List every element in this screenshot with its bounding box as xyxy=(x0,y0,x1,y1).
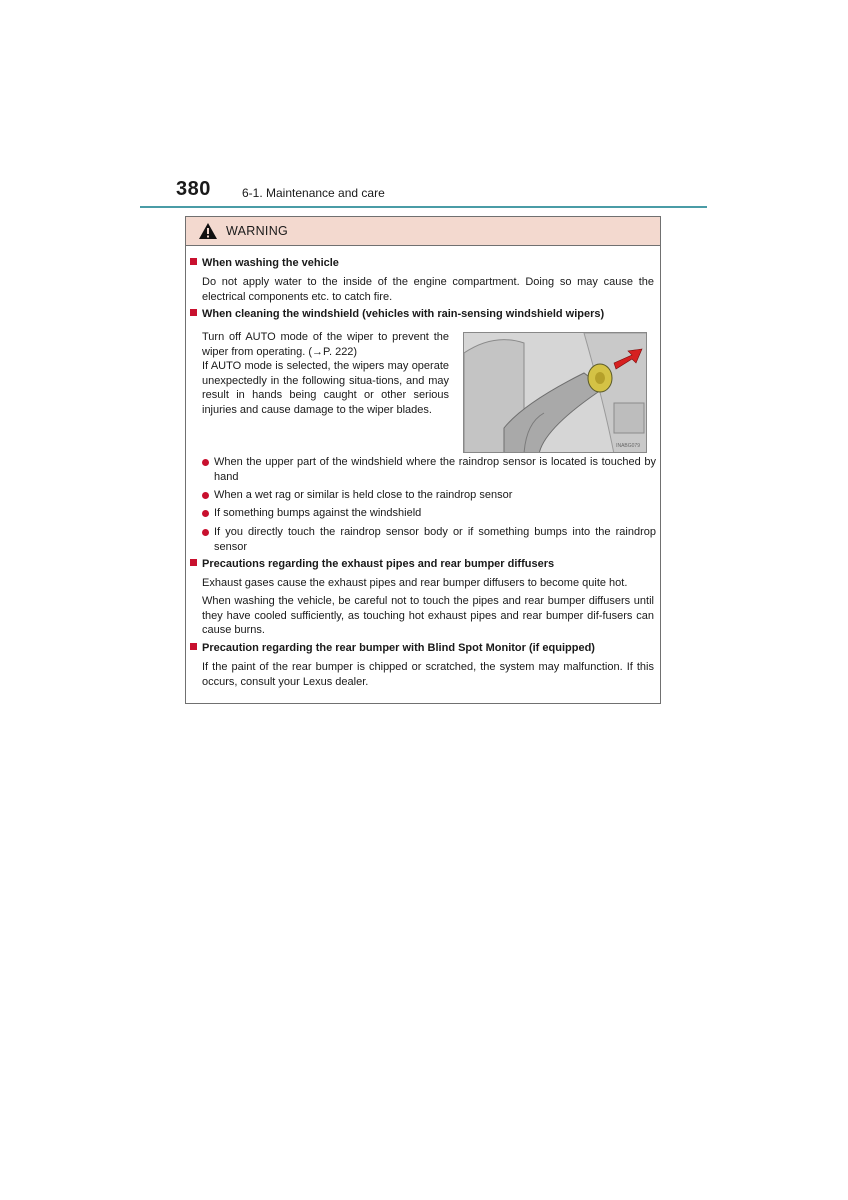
paragraph: Exhaust gases cause the exhaust pipes and rear bumper diffusers to become quite hot. xyxy=(202,577,628,589)
list-item: If you directly touch the raindrop sensor body or if something bumps into the raindrop sensor xyxy=(202,525,656,554)
paragraph: When washing the vehicle, be careful not to touch the pipes and rear bumper diffusers until they have cooled sufficiently, as touching hot exhaust pipes and rear bumper dif-fusers can cause burns. xyxy=(202,595,654,636)
paragraph: Do not apply water to the inside of the engine compartment. Doing so may cause the electrical components etc. to catch fire. xyxy=(202,276,654,303)
section-heading: When cleaning the windshield (vehicles with rain-sensing windshield wipers) xyxy=(190,308,604,320)
paragraph: If the paint of the rear bumper is chipped or scratched, the system may malfunction. If this occurs, consult your Lexus dealer. xyxy=(202,661,654,688)
square-bullet-icon xyxy=(190,559,197,566)
square-bullet-icon xyxy=(190,258,197,265)
square-bullet-icon xyxy=(190,309,197,316)
wiper-switch-illustration xyxy=(463,332,647,453)
square-bullet-icon xyxy=(190,643,197,650)
image-code: INABG079 xyxy=(616,443,640,449)
warning-label: WARNING xyxy=(226,224,289,238)
paragraph: Turn off AUTO mode of the wiper to prevent the wiper from operating. (→P. 222) If AUTO mode is selected, the wipers may operate unexpectedly in the following situa-tions, and may result in hands being caught or other serious injuries and cause damage to the wiper blades. xyxy=(202,331,449,416)
round-bullet-icon xyxy=(202,459,209,466)
list-item: If something bumps against the windshield xyxy=(202,506,656,521)
section-title: 6-1. Maintenance and care xyxy=(242,186,385,200)
section-heading: Precaution regarding the rear bumper with Blind Spot Monitor (if equipped) xyxy=(190,642,595,654)
round-bullet-icon xyxy=(202,529,209,536)
section-heading: When washing the vehicle xyxy=(190,257,339,269)
warning-triangle-icon xyxy=(198,222,218,240)
warning-header xyxy=(186,217,660,246)
wiper-lever-drawing xyxy=(464,333,647,453)
round-bullet-icon xyxy=(202,510,209,517)
list-item: When the upper part of the windshield where the raindrop sensor is located is touched by hand xyxy=(202,455,656,484)
list-item: When a wet rag or similar is held close to the raindrop sensor xyxy=(202,488,656,503)
header-rule xyxy=(140,206,707,208)
page-number: 380 xyxy=(176,178,211,200)
round-bullet-icon xyxy=(202,492,209,499)
section-heading: Precautions regarding the exhaust pipes and rear bumper diffusers xyxy=(190,558,554,570)
